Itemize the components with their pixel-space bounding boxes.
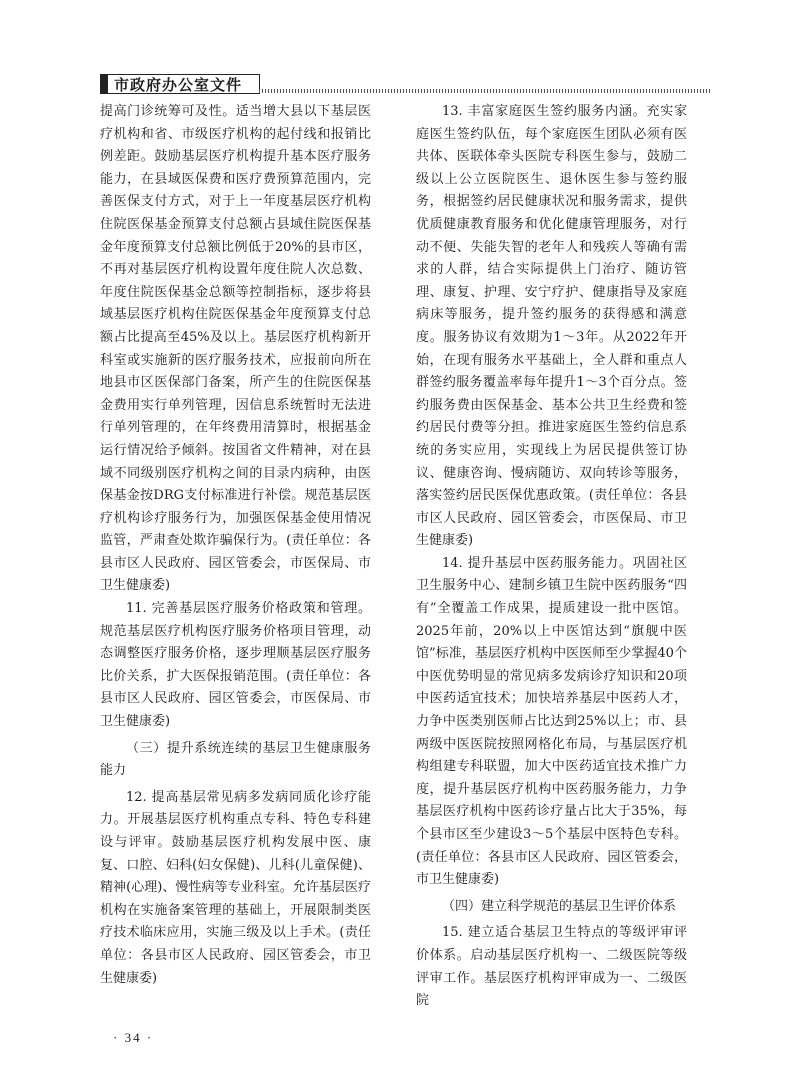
header-bar-decoration bbox=[101, 75, 108, 93]
paragraph: 提高门诊统筹可及性。适当增大县以下基层医疗机构和省、市级医疗机构的起付线和报销比例差距。鼓励基层医疗机构提升基本医疗服务能力，在县域医保费和医疗费预算范围内，完善医保支付方式，对于上一年度基层医疗机构住院医保基金预算支付总额占县域住院医保基金年度预算支付总额比例低于20%的县市区，不再对基层医疗机构设置年度住院人次总数、年度住院医保基金总额等控制指标，逐步将县域基层医疗机构住院医保基金年度预算支付总额占比提高至45%及以上。基层医疗机构新开科室或实施新的医疗服务技术，应报前向所在地县市区医保部门备案，所产生的住院医保基金费用实行单列管理，因信息系统暂时无法进行单列管理的，在年终费用清算时，根据基金运行情况给予倾斜。按国省文件精神，对在县域不同级别医疗机构之间的目录内病种，由医保基金按DRG支付标准进行补偿。规范基层医疗机构诊疗服务行为，加强医保基金使用情况监管，严肃查处欺诈骗保行为。(责任单位：各县市区人民政府、园区管委会，市医保局、市卫生健康委) bbox=[100, 104, 371, 594]
header-box bbox=[100, 74, 260, 94]
section-heading: （三）提升系统连续的基层卫生健康服务能力 bbox=[100, 740, 371, 779]
paragraph: 13. 丰富家庭医生签约服务内涵。充实家庭医生签约队伍，每个家庭医生团队必须有医共体、医联体牵头医院专科医生参与，鼓励二级以上公立医院医生、退休医生参与签约服务，根据签约居民健康状况和服务需求，提供优质健康教育服务和优化健康管理服务，对行动不便、失能失智的老年人和残疾人等确有需求的人群，结合实际提供上门治疗、随访管理、康复、护理、安宁疗护、健康指导及家庭病床等服务，提升签约服务的获得感和满意度。服务协议有效期为1～3年。从2022年开始，在现有服务水平基础上，全人群和重点人群签约服务覆盖率每年提升1～3个百分点。签约服务费由医保基金、基本公共卫生经费和签约居民付费等分担。推进家庭医生签约信息系统的务实应用，实现线上为居民提供签订协议、健康咨询、慢病随访、双向转诊等服务，落实签约居民医保优惠政策。(责任单位：各县市区人民政府、园区管委会，市医保局、市卫生健康委) bbox=[416, 104, 687, 549]
left-column bbox=[100, 101, 371, 990]
paragraph: 14. 提升基层中医药服务能力。巩固社区卫生服务中心、建制乡镇卫生院中医药服务“四有”全覆盖工作成果，提质建设一批中医馆。2025年前，20%以上中医馆达到“旗舰中医馆”标准，基层医疗机构中医医师至少掌握40个中医优势明显的常见病多发病诊疗知识和20项中医药适宜技术；加快培养基层中医药人才，力争中医类别医师占比达到25%以上；市、县两级中医医院按照网格化布局，与基层医疗机构组建专科联盟，加大中医药适宜技术推广力度，提升基层医疗机构中医药服务能力，力争基层医疗机构中医药诊疗量占比大于35%，每个县市区至少建设3～5个基层中医特色专科。(责任单位：各县市区人民政府、园区管委会，市卫生健康委) bbox=[416, 555, 687, 888]
page-number: · 34 · bbox=[113, 1030, 154, 1045]
right-column bbox=[416, 101, 687, 1013]
paragraph: 15. 建立适合基层卫生特点的等级评审评价体系。启动基层医疗机构一、二级医院等级评审工作。基层医疗机构评审成为一、二级医院 bbox=[416, 925, 687, 1009]
header-title: 市政府办公室文件 bbox=[114, 75, 243, 94]
paragraph: 11. 完善基层医疗服务价格政策和管理。规范基层医疗机构医疗服务价格项目管理，动态调整医疗服务价格，逐步理顺基层医疗服务比价关系，扩大医保报销范围。(责任单位：各县市区人民政府、园区管委会，市医保局、市卫生健康委) bbox=[100, 601, 371, 730]
header-rule bbox=[259, 89, 710, 93]
section-heading: （四）建立科学规范的基层卫生评价体系 bbox=[442, 898, 677, 914]
running-header bbox=[100, 74, 710, 94]
paragraph: 12. 提高基层常见病多发病同质化诊疗能力。开展基层医疗机构重点专科、特色专科建设与评审。鼓励基层医疗机构发展中医、康复、口腔、妇科(妇女保健)、儿科(儿童保健)、精神(心理)、慢性病等专业科室。允许基层医疗机构在实施备案管理的基础上，开展限制类医疗技术临床应用，实施三级及以上手术。(责任单位：各县市区人民政府、园区管委会，市卫生健康委) bbox=[100, 789, 371, 986]
